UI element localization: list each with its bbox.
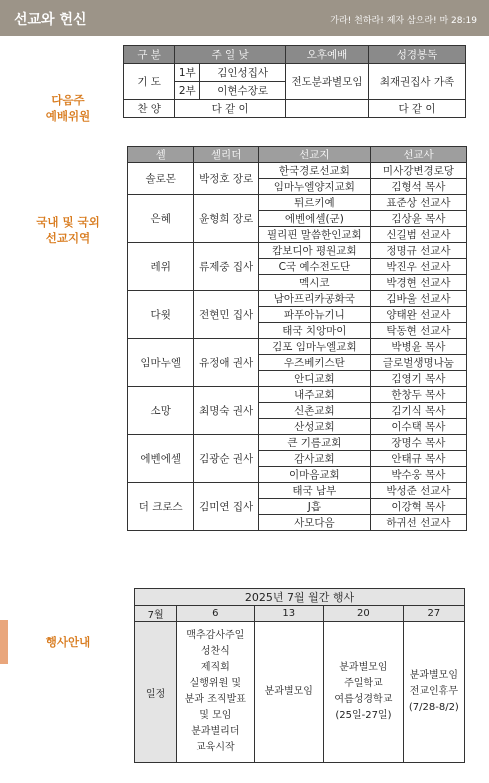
worship-label-line2: 예배위원	[45, 109, 91, 123]
event-line: 실행위원 및	[189, 678, 242, 689]
cell-name: 더 크로스	[128, 483, 194, 531]
event-line: 분과별모임	[264, 686, 313, 697]
table-header-row	[128, 147, 467, 163]
table-row	[135, 622, 465, 763]
worship-committee-label	[28, 92, 108, 124]
mission-field: 이마음교회	[258, 467, 370, 483]
mission-field: J흡	[258, 499, 370, 515]
cell-leader: 유정애 권사	[194, 339, 258, 387]
cell-leader: 류제중 집사	[194, 243, 258, 291]
event-line: 여름성경학교	[334, 694, 393, 705]
mission-field: 남아프리카공화국	[258, 291, 370, 307]
mission-field: 김포 임마누엘교회	[258, 339, 370, 355]
table-row	[124, 64, 466, 82]
event-line: 분과별리더	[191, 726, 240, 737]
missionary: 탁동현 선교사	[370, 323, 466, 339]
missionary: 신길범 선교사	[370, 227, 466, 243]
event-cell-2	[324, 622, 404, 763]
mission-field: 임마누엘양지교회	[258, 179, 370, 195]
cell-leader: 윤형희 장로	[194, 195, 258, 243]
mission-field: 에벤에셀(군)	[258, 211, 370, 227]
missionary: 김상윤 목사	[370, 211, 466, 227]
events-label: 행사안내	[45, 635, 91, 649]
mission-field: 산성교회	[258, 419, 370, 435]
event-line: 분과별모임	[339, 662, 388, 673]
missionary: 김영기 목사	[370, 371, 466, 387]
date-header: 20	[324, 606, 404, 622]
event-line: 주일학교	[344, 678, 383, 689]
event-line: 맥추감사주일	[186, 630, 245, 641]
col-header: 셀리더	[194, 147, 258, 163]
missionary: 박병윤 목사	[370, 339, 466, 355]
missionary: 김바울 선교사	[370, 291, 466, 307]
mission-field: 안디교회	[258, 371, 370, 387]
date-header: 27	[403, 606, 464, 622]
mission-table	[127, 146, 467, 531]
mission-field: 한국경로선교회	[258, 163, 370, 179]
mission-field: 사모다음	[258, 515, 370, 531]
missionary: 글로벌생명나눔	[370, 355, 466, 371]
table-header-row	[135, 606, 465, 622]
mission-field: 필리핀 말씀한인교회	[258, 227, 370, 243]
event-line: 및 모임	[199, 710, 232, 721]
table-header-row	[124, 46, 466, 64]
cell-name: 레위	[128, 243, 194, 291]
cell-leader: 김광순 권사	[194, 435, 258, 483]
missionary: 박경현 선교사	[370, 275, 466, 291]
mission-field: 우즈베키스탄	[258, 355, 370, 371]
mission-field: 태국 치앙마이	[258, 323, 370, 339]
table-row	[128, 435, 467, 451]
col-header: 셀	[128, 147, 194, 163]
mission-field: 파푸아뉴기니	[258, 307, 370, 323]
cell-name: 솔로몬	[128, 163, 194, 195]
cell-leader: 최명숙 권사	[194, 387, 258, 435]
mission-label-line1: 국내 및 국외	[36, 215, 100, 229]
event-cell-0	[177, 622, 254, 763]
table-row	[128, 243, 467, 259]
event-line: 교육시작	[196, 742, 235, 753]
table-row	[128, 483, 467, 499]
missionary: 양태완 선교사	[370, 307, 466, 323]
event-line: 분과별모임	[409, 670, 459, 681]
part1-name: 김인성집사	[200, 64, 286, 82]
cell-name: 에벤에셀	[128, 435, 194, 483]
mission-field: 태국 남부	[258, 483, 370, 499]
event-line: 성찬식	[200, 646, 230, 657]
bible-reading: 최재권집사 가족	[369, 64, 466, 100]
part2-label: 2부	[175, 82, 200, 100]
prayer-label: 기 도	[124, 64, 175, 100]
mission-field: C국 예수전도단	[258, 259, 370, 275]
cell-name: 은혜	[128, 195, 194, 243]
event-line: 전교인휴무	[409, 686, 459, 697]
praise-afternoon	[286, 100, 369, 118]
missionary: 이수택 목사	[370, 419, 466, 435]
mission-field: 큰 기름교회	[258, 435, 370, 451]
mission-field: 내주교회	[258, 387, 370, 403]
schedule-label: 일정	[135, 622, 177, 763]
missionary: 박진우 선교사	[370, 259, 466, 275]
cell-name: 소망	[128, 387, 194, 435]
praise-label: 찬 양	[124, 100, 175, 118]
event-line: (25일-27일)	[335, 710, 392, 721]
date-header: 13	[254, 606, 324, 622]
praise-noon: 다 같 이	[175, 100, 286, 118]
table-row	[128, 291, 467, 307]
mission-label-line2: 선교지역	[45, 231, 91, 245]
missionary: 장명수 목사	[370, 435, 466, 451]
col-header: 오후예배	[286, 46, 369, 64]
missionary: 박성준 선교사	[370, 483, 466, 499]
col-header: 성경봉독	[369, 46, 466, 64]
missionary: 정명규 선교사	[370, 243, 466, 259]
worship-label-line1: 다음주	[51, 93, 85, 107]
missionary: 미사강변경로당	[370, 163, 466, 179]
mission-field: 튀르키예	[258, 195, 370, 211]
missionary: 하귀선 선교사	[370, 515, 466, 531]
afternoon-worship: 전도분과별모임	[286, 64, 369, 100]
section-title: 선교와 헌신	[14, 12, 87, 28]
table-row	[124, 100, 466, 118]
missionary: 김기식 목사	[370, 403, 466, 419]
missionary: 박수웅 목사	[370, 467, 466, 483]
cell-leader: 박정호 장로	[194, 163, 258, 195]
header-verse: 가라! 천하라! 제자 삼으라! 마 28:19	[330, 16, 477, 26]
event-line: (7/28-8/2)	[408, 702, 459, 713]
table-row	[128, 195, 467, 211]
table-title-row	[135, 589, 465, 606]
table-row	[128, 163, 467, 179]
missionary: 이강혁 목사	[370, 499, 466, 515]
mission-region-label	[28, 214, 108, 246]
col-header: 구 분	[124, 46, 175, 64]
missionary: 한창두 목사	[370, 387, 466, 403]
mission-field: 감사교회	[258, 451, 370, 467]
event-cell-3	[403, 622, 464, 763]
missionary: 표준상 선교사	[370, 195, 466, 211]
col-header: 선교지	[258, 147, 370, 163]
praise-bible: 다 같 이	[369, 100, 466, 118]
col-header: 주 일 낮	[175, 46, 286, 64]
events-accent-bar	[0, 620, 8, 664]
missionary: 안태규 목사	[370, 451, 466, 467]
event-line: 제직회	[200, 662, 230, 673]
date-header: 6	[177, 606, 254, 622]
part1-label: 1부	[175, 64, 200, 82]
table-row	[128, 339, 467, 355]
section-header	[0, 0, 489, 36]
month-header: 7월	[135, 606, 177, 622]
monthly-events-table	[134, 588, 465, 763]
cell-name: 임마누엘	[128, 339, 194, 387]
col-header: 선교사	[370, 147, 466, 163]
missionary: 김형석 목사	[370, 179, 466, 195]
mission-field: 신촌교회	[258, 403, 370, 419]
mission-field: 멕시코	[258, 275, 370, 291]
mission-field: 캄보디아 평원교회	[258, 243, 370, 259]
cell-leader: 김미연 집사	[194, 483, 258, 531]
event-cell-1	[254, 622, 324, 763]
worship-committee-table	[123, 45, 466, 118]
events-title: 2025년 7월 월간 행사	[135, 589, 465, 606]
cell-name: 다윗	[128, 291, 194, 339]
event-line: 분과 조직발표	[184, 694, 246, 705]
cell-leader: 전현민 집사	[194, 291, 258, 339]
part2-name: 이현수장로	[200, 82, 286, 100]
table-row	[128, 387, 467, 403]
